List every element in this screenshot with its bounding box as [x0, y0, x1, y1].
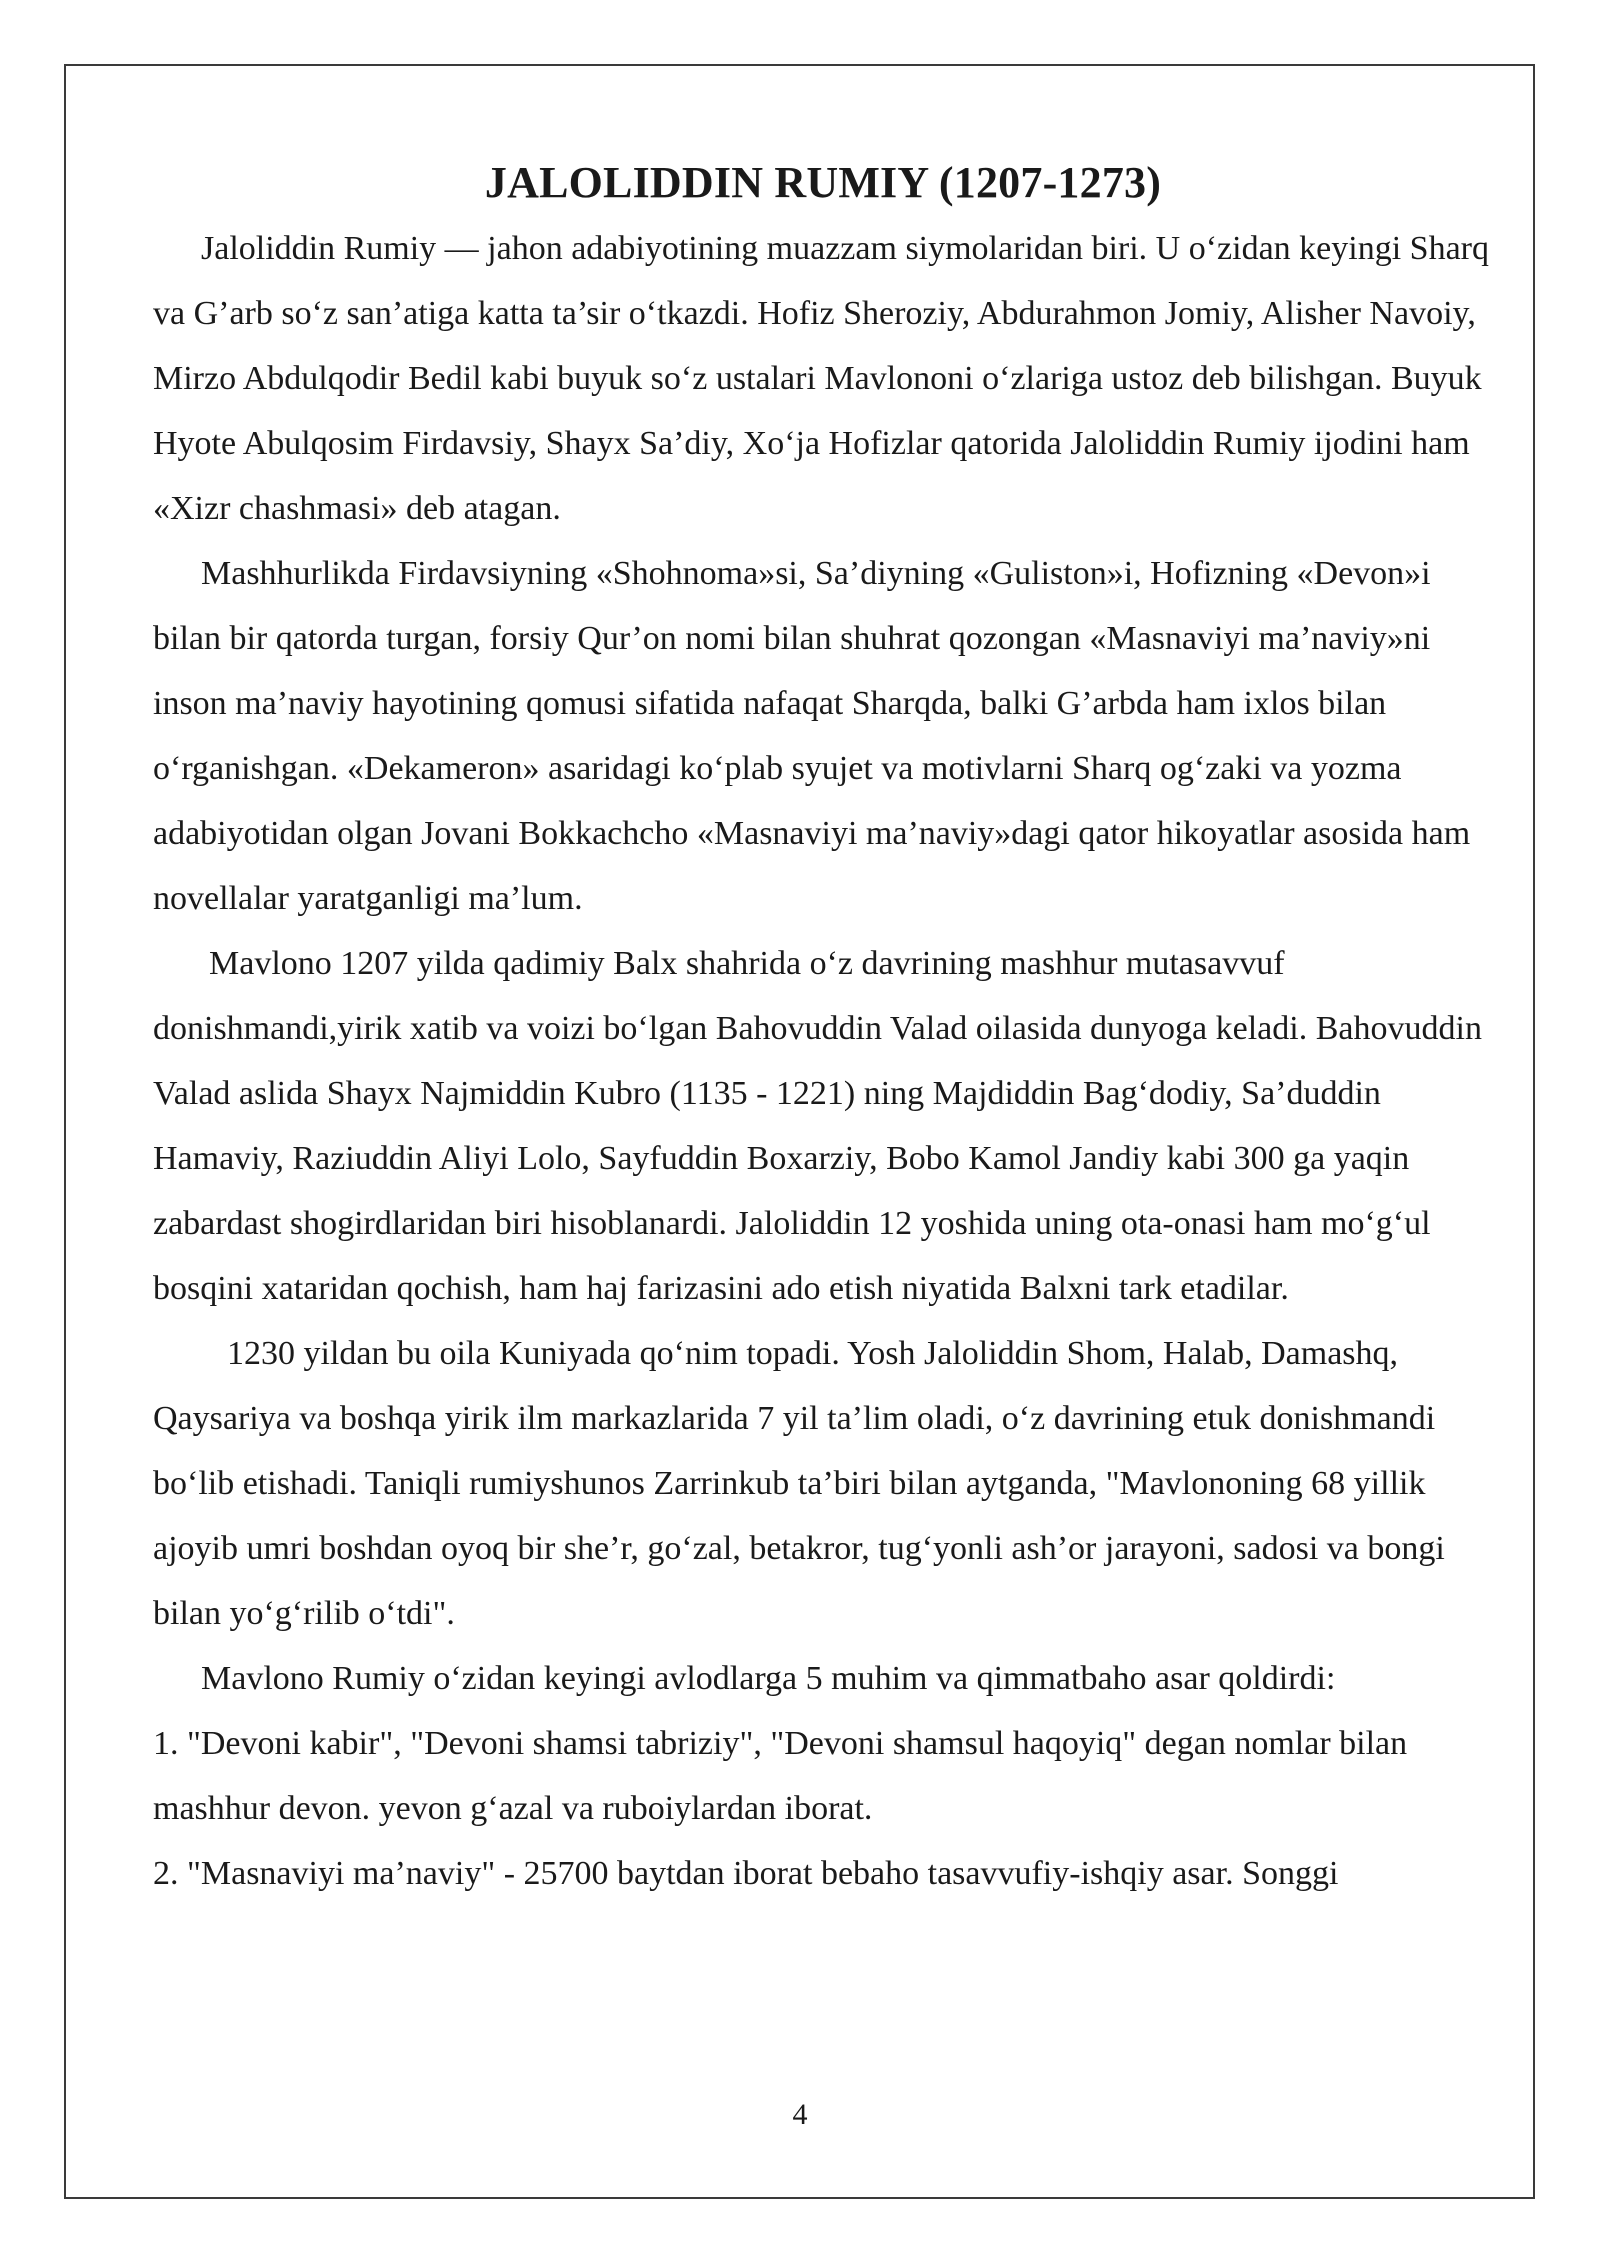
page-number: 4 — [792, 2098, 808, 2131]
paragraph-fame: Mashhurlikda Firdavsiyning «Shohnoma»si, Sa’diyning «Guliston»i, Hofizning «Devon»i bilan bir qatorda turgan, forsiy Qur’on nomi bilan shuhrat qozongan «Masnaviyi ma’naviy»ni inson ma’naviy hayotining qomusi sifatida nafaqat Sharqda, balki G’arbda ham ixlos bilan o‘rganishgan. «Dekameron» asaridagi ko‘plab syujet va motivlarni Sharq og‘zaki va yozma adabiyotidan olgan Jovani Bokkachcho «Masnaviyi ma’naviy»dagi qator hikoyatlar asosida ham novellalar yaratganligi ma’lum. — [153, 555, 1471, 917]
paragraph-intro: Jaloliddin Rumiy — jahon adabiyotining muazzam siymolaridan biri. U o‘zidan keyingi Sharq va G’arb so‘z san’atiga katta ta’sir o‘tkazdi. Hofiz Sheroziy, Abdurahmon Jomiy, Alisher Navoiy, Mirzo Abdulqodir Bedil kabi buyuk so‘z ustalari Mavlononi o‘zlariga ustoz deb bilishgan. Buyuk Hyote Abulqosim Firdavsiy, Shayx Sa’diy, Xo‘ja Hofizlar qatorida Jaloliddin Rumiy ijodini ham «Xizr chashmasi» deb atagan. — [153, 230, 1489, 527]
list-item-devon: 1. "Devoni kabir", "Devoni shamsi tabriziy", "Devoni shamsul haqoyiq" degan nomlar bilan mashhur devon. yevon g‘azal va ruboiylardan iborat. — [153, 1725, 1408, 1827]
page-content — [153, 150, 1493, 1906]
paragraph-works-intro: Mavlono Rumiy o‘zidan keyingi avlodlarga 5 muhim va qimmatbaho asar qoldirdi: — [201, 1660, 1336, 1697]
page-title: JALOLIDDIN RUMIY (1207-1273) — [484, 158, 1162, 207]
paragraph-birth: Mavlono 1207 yilda qadimiy Balx shahrida o‘z davrining mashhur mutasavvuf donishmandi,yirik xatib va voizi bo‘lgan Bahovuddin Valad oilasida dunyoga keladi. Bahovuddin Valad aslida Shayx Najmiddin Kubro (1135 - 1221) ning Majdiddin Bag‘dodiy, Sa’duddin Hamaviy, Raziuddin Aliyi Lolo, Sayfuddin Boxarziy, Bobo Kamol Jandiy kabi 300 ga yaqin zabardast shogirdlaridan biri hisoblanardi. Jaloliddin 12 yoshida uning ota-onasi ham mo‘g‘ul bosqini xataridan qochish, ham haj farizasini ado etish niyatida Balxni tark etadilar. — [153, 945, 1482, 1307]
list-item-masnaviy: 2. "Masnaviyi ma’naviy" - 25700 baytdan iborat bebaho tasavvufiy-ishqiy asar. Songgi — [153, 1855, 1339, 1892]
paragraph-education: 1230 yildan bu oila Kuniyada qo‘nim topadi. Yosh Jaloliddin Shom, Halab, Damashq, Qaysariya va boshqa yirik ilm markazlarida 7 yil ta’lim oladi, o‘z davrining etuk donishmandi bo‘lib etishadi. Taniqli rumiyshunos Zarrinkub ta’biri bilan aytganda, "Mavlononing 68 yillik ajoyib umri boshdan oyoq bir she’r, go‘zal, betakror, tug‘yonli ash’or jarayoni, sadosi va bongi bilan yo‘g‘rilib o‘tdi". — [153, 1335, 1445, 1632]
